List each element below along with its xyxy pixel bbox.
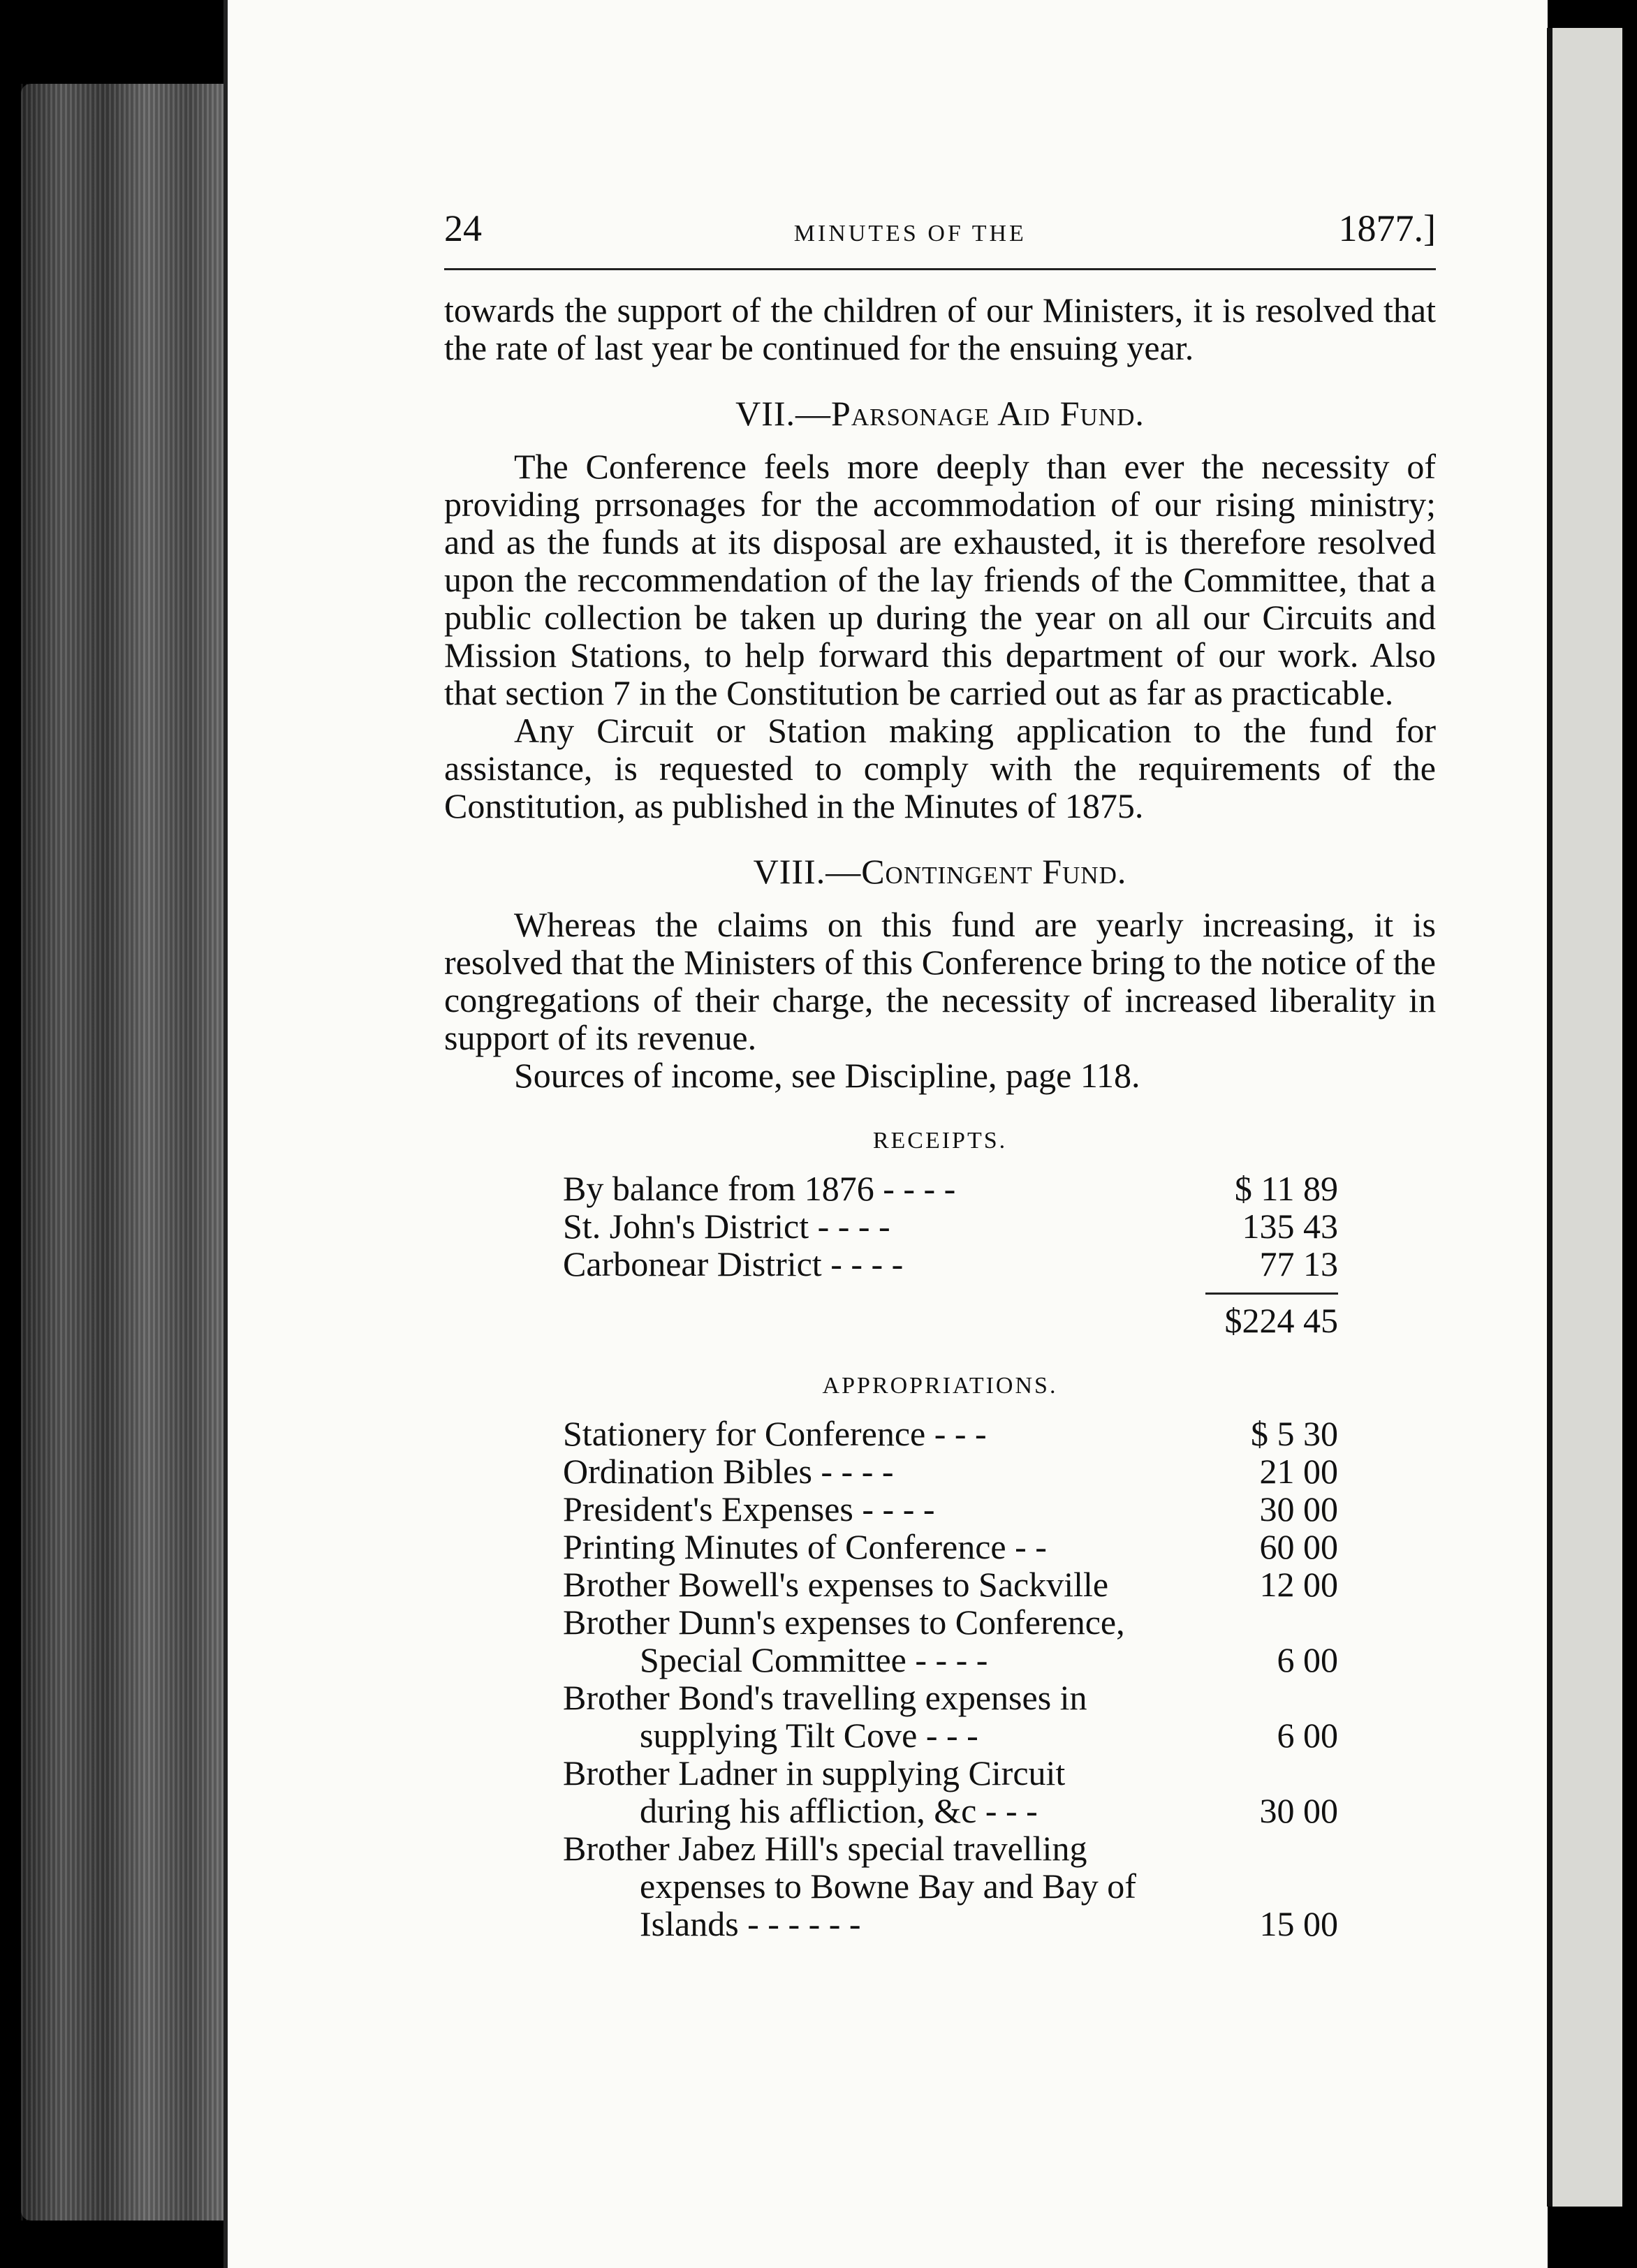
appropriation-amount: 30 00 [1259,1489,1338,1529]
appropriation-label-line: Brother Jabez Hill's special travelling [563,1829,1087,1868]
contingent-paragraph-1: Whereas the claims on this fund are yearly increasing, it is resolved that the Ministers of this Conference bring to the notice of the congregations of their charge, the necessity of increased liberality in support of its revenue. [444,905,1436,1057]
appropriation-row [563,1415,1338,1452]
appropriation-amount: 6 00 [1277,1716,1338,1755]
appropriation-label-continuation: supplying Tilt Cove - - - [640,1716,978,1755]
page-number: 24 [444,207,482,249]
appropriation-amount: 30 00 [1259,1791,1338,1830]
appropriation-label-continuation: Special Committee - - - - [640,1640,988,1679]
receipt-row [563,1245,1338,1283]
receipt-amount: $ 11 89 [1234,1169,1338,1208]
appropriation-row [563,1679,1338,1754]
section-heading-parsonage: VII.—Parsonage Aid Fund. [735,394,1145,433]
receipts-ledger [563,1170,1338,1339]
page-content [444,209,1436,1943]
appropriations-ledger [563,1415,1338,1943]
appropriation-label-continuation: during his affliction, &c - - - [640,1791,1038,1830]
intro-paragraph: towards the support of the children of our Ministers, it is resolved that the rate of last year be continued for the ensuing year. [444,290,1436,367]
contingent-paragraph-2: Sources of income, see Discipline, page 118. [514,1056,1140,1095]
appropriation-label [563,1679,1198,1754]
appropriation-row [563,1829,1338,1943]
receipt-row [563,1207,1338,1245]
appropriation-row [563,1754,1338,1829]
appropriation-label: Printing Minutes of Conference - - [563,1527,1047,1566]
receipt-label: By balance from 1876 - - - - [563,1169,956,1208]
receipts-total-row [563,1302,1338,1339]
appropriation-label-line: Brother Ladner in supplying Circuit [563,1753,1066,1792]
total-rule [1205,1293,1338,1295]
appropriation-amount: 60 00 [1259,1527,1338,1566]
receipt-amount: 77 13 [1259,1244,1338,1283]
book-page [223,0,1548,2268]
appropriation-row [563,1452,1338,1490]
parsonage-paragraph-1: The Conference feels more deeply than ever the necessity of providing prrsonages for the accommodation of our rising ministry; and as the funds at its disposal are exhausted, it is therefore resolved upon the reccommendation of the lay friends of the Committee, that a public collection be taken up during the year on all our Circuits and Mission Stations, to help forward this department of our work. Also that section 7 in the Constitution be carried out as far as practicable. [444,447,1436,712]
appropriation-label [563,1603,1198,1679]
receipts-title: RECEIPTS. [872,1128,1008,1154]
appropriation-row [563,1528,1338,1566]
appropriation-row [563,1603,1338,1679]
appropriation-amount: $ 5 30 [1251,1414,1338,1453]
receipts-total: $224 45 [1224,1301,1338,1340]
appropriation-amount: 15 00 [1259,1904,1338,1943]
section-heading-contingent: VIII.—Contingent Fund. [753,852,1127,891]
adjacent-page-edge [1547,28,1622,2207]
header-year: 1877.] [1338,207,1436,249]
book-edge [21,84,230,2221]
appropriation-row [563,1566,1338,1603]
appropriation-amount: 12 00 [1259,1565,1338,1604]
appropriation-label-continuation: expenses to Bowne Bay and Bay of [640,1866,1136,1906]
appropriation-label: Ordination Bibles - - - - [563,1452,894,1491]
appropriation-label-continuation-2: Islands - - - - - - [640,1904,861,1943]
appropriation-amount: 6 00 [1277,1640,1338,1679]
appropriation-label: Stationery for Conference - - - [563,1414,987,1453]
receipt-amount: 135 43 [1242,1207,1338,1246]
running-title: MINUTES OF THE [793,221,1027,246]
appropriation-label: President's Expenses - - - - [563,1489,935,1529]
page-edge-texture [21,84,230,2221]
receipt-label: St. John's District - - - - [563,1207,890,1246]
appropriation-row [563,1490,1338,1528]
parsonage-paragraph-2: Any Circuit or Station making application to the fund for assistance, is requested to comply with the requirements of the Constitution, as published in the Minutes of 1875. [444,711,1436,825]
page-header [444,209,1436,270]
appropriation-label: Brother Bowell's expenses to Sackville [563,1565,1109,1604]
appropriation-label [563,1829,1198,1943]
receipt-row [563,1170,1338,1207]
appropriation-amount: 21 00 [1259,1452,1338,1491]
receipt-label: Carbonear District - - - - [563,1244,904,1283]
appropriation-label-line: Brother Dunn's expenses to Conference, [563,1603,1125,1642]
appropriation-label-line: Brother Bond's travelling expenses in [563,1678,1087,1717]
appropriation-label [563,1754,1198,1829]
appropriations-title: APPROPRIATIONS. [822,1373,1058,1399]
